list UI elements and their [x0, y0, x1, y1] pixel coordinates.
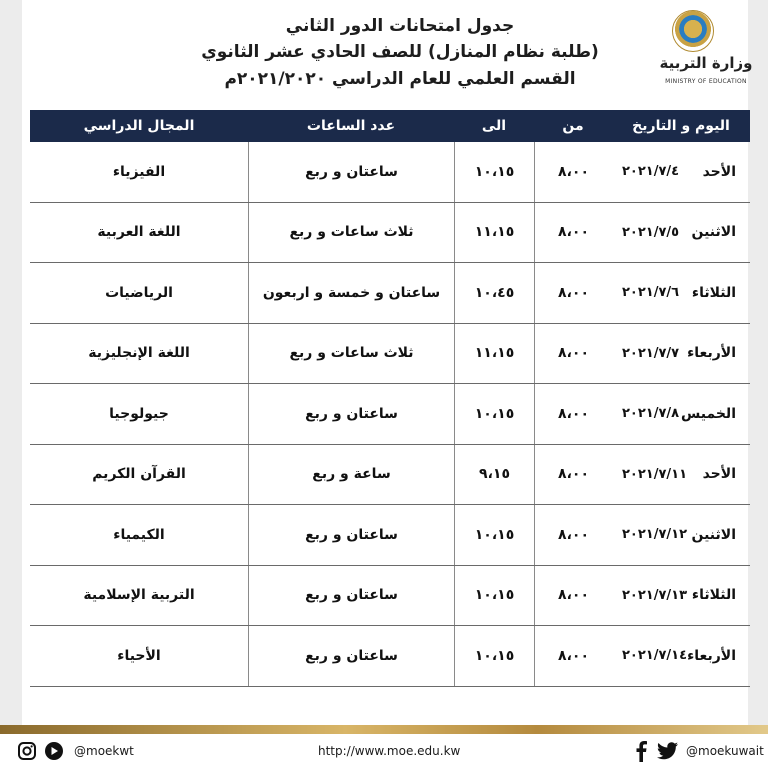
- day-date-cell: [612, 626, 750, 686]
- table-row: [30, 626, 750, 687]
- day-date-cell: [612, 203, 750, 263]
- logo-english-name: MINISTRY OF EDUCATION: [665, 78, 747, 85]
- day-date-cell: [612, 445, 750, 505]
- subject-cell: الأحياء: [117, 647, 161, 664]
- to-cell: ١٠،٤٥: [454, 263, 534, 323]
- day-name: الأحد: [702, 163, 736, 180]
- from-cell: ٨،٠٠: [534, 203, 612, 263]
- from-cell: ٨،٠٠: [534, 324, 612, 384]
- youtube-icon[interactable]: [43, 740, 65, 762]
- to-cell: ١٠،١٥: [454, 566, 534, 626]
- hours-cell: ساعتان و ربع: [248, 505, 454, 565]
- schedule-table-body: [30, 142, 750, 687]
- day-name: الأربعاء: [687, 345, 736, 362]
- hours-cell: ثلاث ساعات و ربع: [248, 324, 454, 384]
- footer: [0, 734, 768, 768]
- table-row: [30, 384, 750, 445]
- table-row: [30, 324, 750, 385]
- to-cell: ١٠،١٥: [454, 384, 534, 444]
- from-cell: ٨،٠٠: [534, 384, 612, 444]
- from-cell: ٨،٠٠: [534, 626, 612, 686]
- day-date-cell: [612, 505, 750, 565]
- exam-date: ٢٠٢١/٧/٧: [622, 345, 680, 361]
- day-date-cell: [612, 263, 750, 323]
- exam-date: ٢٠٢١/٧/٥: [622, 224, 680, 240]
- table-header: [30, 110, 750, 142]
- to-cell: ٩،١٥: [454, 445, 534, 505]
- day-name: الخميس: [680, 405, 736, 422]
- title-line-1: جدول امتحانات الدور الثاني: [285, 16, 515, 36]
- kuwait-emblem-icon: [672, 10, 714, 52]
- logo-arabic-name: وزارة التربية: [659, 54, 753, 72]
- instagram-icon[interactable]: [16, 740, 38, 762]
- table-row: [30, 505, 750, 566]
- exam-date: ٢٠٢١/٧/١١: [622, 466, 688, 482]
- hours-cell: ساعتان و خمسة و اربعون: [248, 263, 454, 323]
- exam-date: ٢٠٢١/٧/١٤: [622, 648, 688, 664]
- footer-right-icons: [630, 740, 764, 762]
- day-date-cell: [612, 566, 750, 626]
- hours-cell: ثلاث ساعات و ربع: [248, 203, 454, 263]
- day-name: الأحد: [702, 466, 736, 483]
- header-subject: المجال الدراسي: [83, 118, 195, 134]
- subject-cell: اللغة الإنجليزية: [88, 345, 190, 362]
- from-cell: ٨،٠٠: [534, 445, 612, 505]
- day-name: الثلاثاء: [691, 284, 736, 301]
- day-date-cell: [612, 384, 750, 444]
- day-date-cell: [612, 142, 750, 202]
- table-row: [30, 566, 750, 627]
- twitter-icon[interactable]: [657, 740, 679, 762]
- hours-cell: ساعتان و ربع: [248, 566, 454, 626]
- table-row: [30, 263, 750, 324]
- header-to: الى: [481, 118, 507, 134]
- hours-cell: ساعة و ربع: [248, 445, 454, 505]
- footer-left-icons: [16, 740, 134, 762]
- exam-date: ٢٠٢١/٧/٦: [622, 285, 680, 301]
- day-name: الثلاثاء: [691, 587, 736, 604]
- to-cell: ١١،١٥: [454, 324, 534, 384]
- day-name: الأربعاء: [687, 647, 736, 664]
- from-cell: ٨،٠٠: [534, 142, 612, 202]
- table-row: [30, 142, 750, 203]
- to-cell: ١٠،١٥: [454, 626, 534, 686]
- day-date-cell: [612, 324, 750, 384]
- subject-cell: الفيزياء: [112, 163, 166, 180]
- to-cell: ١٠،١٥: [454, 142, 534, 202]
- hours-cell: ساعتان و ربع: [248, 142, 454, 202]
- header-from: من: [562, 118, 584, 134]
- footer-right-handle[interactable]: @moekuwait: [686, 744, 764, 758]
- day-name: الاثنين: [691, 526, 736, 543]
- gold-divider: [0, 725, 768, 734]
- footer-left-handle[interactable]: @moekwt: [74, 744, 134, 758]
- subject-cell: اللغة العربية: [97, 224, 181, 241]
- exam-date: ٢٠٢١/٧/١٣: [622, 587, 688, 603]
- ministry-logo: [654, 10, 758, 92]
- hours-cell: ساعتان و ربع: [248, 626, 454, 686]
- table-row: [30, 445, 750, 506]
- exam-date: ٢٠٢١/٧/٤: [622, 164, 680, 180]
- subject-cell: القرآن الكريم: [92, 466, 186, 483]
- to-cell: ١١،١٥: [454, 203, 534, 263]
- subject-cell: التربية الإسلامية: [83, 587, 195, 604]
- header-day-date: اليوم و التاريخ: [632, 118, 730, 134]
- header-hours: عدد الساعات: [306, 118, 396, 134]
- title-line-3: القسم العلمي للعام الدراسي ٢٠٢١/٢٠٢٠م: [224, 69, 576, 89]
- to-cell: ١٠،١٥: [454, 505, 534, 565]
- title-line-2: (طلبة نظام المنازل) للصف الحادي عشر الثانوي: [201, 42, 599, 62]
- exam-date: ٢٠٢١/٧/٨: [622, 406, 680, 422]
- subject-cell: الكيمياء: [113, 526, 165, 543]
- exam-date: ٢٠٢١/٧/١٢: [622, 527, 688, 543]
- footer-url[interactable]: http://www.moe.edu.kw: [318, 744, 461, 758]
- from-cell: ٨،٠٠: [534, 263, 612, 323]
- from-cell: ٨،٠٠: [534, 505, 612, 565]
- subject-cell: جيولوجيا: [109, 405, 169, 422]
- subject-cell: الرياضيات: [105, 284, 173, 301]
- facebook-icon[interactable]: [630, 740, 652, 762]
- day-name: الاثنين: [691, 224, 736, 241]
- from-cell: ٨،٠٠: [534, 566, 612, 626]
- hours-cell: ساعتان و ربع: [248, 384, 454, 444]
- table-row: [30, 203, 750, 264]
